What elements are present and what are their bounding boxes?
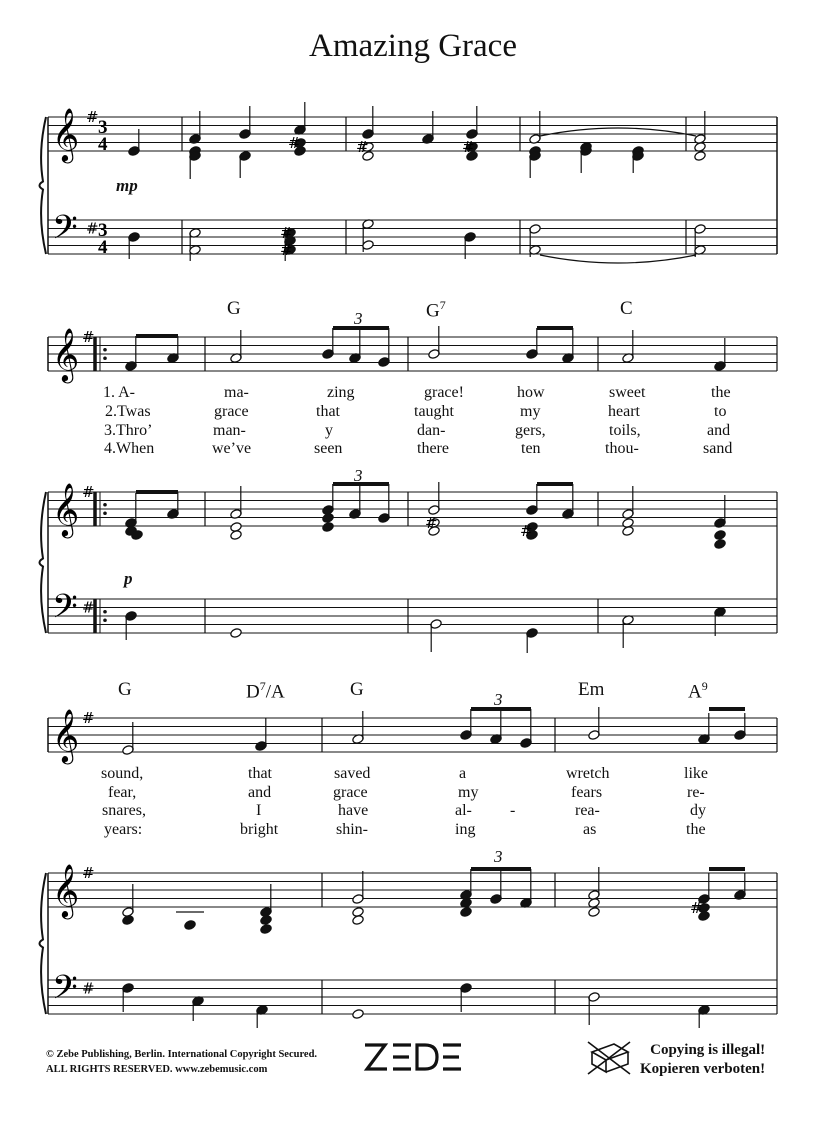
lyric-syllable: have bbox=[338, 802, 369, 819]
zebe-logo-icon bbox=[363, 1040, 463, 1074]
lyric-syllable: fears bbox=[571, 784, 603, 801]
copyright-notice bbox=[46, 1047, 317, 1077]
lyric-syllable: how bbox=[517, 384, 545, 401]
notehead bbox=[184, 919, 197, 930]
notehead bbox=[622, 525, 635, 536]
sharp-icon: # bbox=[425, 514, 438, 532]
lyric-syllable: snares, bbox=[102, 802, 146, 819]
copyright-line: ALL RIGHTS RESERVED. www.zebemusic.com bbox=[46, 1064, 268, 1075]
lyric-syllable: the bbox=[711, 384, 731, 401]
lyric-syllable: the bbox=[686, 821, 706, 838]
lyric-syllable: ing bbox=[455, 821, 476, 838]
lyric-syllable: rea- bbox=[575, 802, 600, 819]
notehead bbox=[588, 906, 601, 917]
repeat-dot bbox=[103, 610, 107, 614]
sharp-icon: # bbox=[82, 483, 95, 501]
bass-clef-icon: 𝄢 bbox=[52, 209, 78, 255]
brace bbox=[40, 492, 47, 633]
lyric-syllable: my bbox=[458, 784, 479, 801]
notehead bbox=[352, 1008, 365, 1019]
sharp-icon: # bbox=[82, 709, 95, 727]
lyric-syllable: we’ve bbox=[212, 440, 252, 457]
sharp-icon: # bbox=[82, 979, 95, 998]
lyric-syllable: man- bbox=[213, 422, 246, 439]
lyric-syllable: a bbox=[459, 765, 467, 782]
sharp-icon: # bbox=[356, 138, 369, 156]
publisher-logo bbox=[363, 1040, 463, 1082]
notehead bbox=[694, 150, 707, 161]
brace bbox=[40, 117, 47, 254]
sharp-icon: # bbox=[520, 522, 533, 540]
triplet-mark: 3 bbox=[354, 466, 363, 485]
sharp-icon: # bbox=[86, 108, 99, 126]
sharp-icon: # bbox=[280, 241, 293, 259]
lyric-syllable: 2.Twas bbox=[105, 403, 151, 420]
lyric-syllable: grace bbox=[333, 784, 368, 801]
lyric-syllable: to bbox=[714, 403, 727, 420]
lyric-syllable: as bbox=[583, 821, 597, 838]
lyric-syllable: sweet bbox=[609, 384, 646, 401]
lyric-syllable: and bbox=[248, 784, 272, 801]
repeat-dot bbox=[103, 503, 107, 507]
lyric-syllable: taught bbox=[414, 403, 454, 420]
notehead bbox=[322, 521, 335, 532]
lyric-syllable: 3.Thro’ bbox=[104, 422, 153, 439]
tie bbox=[540, 128, 696, 136]
lyric-syllable: sound, bbox=[101, 765, 144, 782]
lyric-syllable: y bbox=[325, 422, 333, 439]
lyric-syllable: that bbox=[248, 765, 272, 782]
lyric-syllable: dy bbox=[690, 802, 706, 819]
lyric-syllable: - bbox=[510, 802, 516, 819]
treble-clef-icon: 𝄞 bbox=[52, 482, 80, 536]
chord-symbol: G bbox=[227, 298, 241, 319]
copyright-line: © Zebe Publishing, Berlin. International Copyright Secured. bbox=[46, 1049, 318, 1060]
notehead bbox=[322, 512, 335, 523]
treble-clef-icon: 𝄞 bbox=[52, 708, 80, 762]
copy-warning bbox=[640, 1041, 765, 1079]
lyric-syllable: shin- bbox=[336, 821, 368, 838]
no-copy-icon bbox=[584, 1038, 634, 1078]
time-signature: 4 bbox=[98, 237, 108, 258]
lyric-syllable: dan- bbox=[417, 422, 446, 439]
repeat-dot bbox=[103, 356, 107, 360]
chord-symbol: $D^7/A$ bbox=[246, 679, 285, 703]
treble-clef-icon: 𝄞 bbox=[52, 327, 80, 381]
time-signature: 3 bbox=[98, 117, 108, 138]
notehead bbox=[352, 914, 365, 925]
lyric-syllable: ma- bbox=[224, 384, 249, 401]
lyric-syllable: sand bbox=[703, 440, 733, 457]
brace bbox=[40, 873, 47, 1014]
triplet-mark: 3 bbox=[494, 847, 503, 866]
lyric-syllable: like bbox=[684, 765, 708, 782]
repeat-dot bbox=[103, 618, 107, 622]
repeat-dot bbox=[103, 348, 107, 352]
dynamic-mp: mp bbox=[116, 176, 138, 195]
lyric-syllable: fear, bbox=[108, 784, 137, 801]
chord-symbol: G bbox=[350, 679, 364, 700]
notehead bbox=[230, 529, 243, 540]
lyric-syllable: years: bbox=[104, 821, 143, 838]
chord-symbol: Em bbox=[578, 679, 605, 700]
lyric-syllable: bright bbox=[240, 821, 279, 838]
treble-clef-icon: 𝄞 bbox=[52, 107, 80, 161]
lyric-syllable: saved bbox=[334, 765, 371, 782]
treble-clef-icon: 𝄞 bbox=[52, 863, 80, 917]
lyric-syllable: that bbox=[316, 403, 340, 420]
notehead bbox=[260, 923, 273, 934]
lyric-syllable: 4.When bbox=[104, 440, 155, 457]
chord-symbol: C bbox=[620, 298, 633, 319]
tie bbox=[540, 255, 696, 263]
triplet-mark: 3 bbox=[494, 690, 503, 709]
lyric-syllable: grace bbox=[214, 403, 249, 420]
chord-symbol: $A^9$ bbox=[688, 679, 708, 703]
lyric-syllable: heart bbox=[608, 403, 640, 420]
repeat-dot bbox=[103, 511, 107, 515]
lyric-syllable: grace! bbox=[424, 384, 464, 401]
page-title: Amazing Grace bbox=[309, 28, 517, 64]
triplet-mark: 3 bbox=[354, 309, 363, 328]
sharp-icon: # bbox=[690, 899, 703, 917]
lyric-syllable: there bbox=[417, 440, 449, 457]
lyric-syllable: al- bbox=[455, 802, 472, 819]
notehead bbox=[714, 538, 727, 549]
sharp-icon: # bbox=[280, 224, 293, 242]
chord-symbol: $G^7$ bbox=[426, 298, 446, 322]
lyric-syllable: zing bbox=[327, 384, 355, 401]
warning-line: Copying is illegal! bbox=[650, 1042, 766, 1058]
time-signature: 4 bbox=[98, 134, 108, 155]
lyric-syllable: I bbox=[256, 802, 262, 819]
notehead bbox=[122, 914, 135, 925]
dynamic-p: p bbox=[124, 569, 133, 588]
time-signature: 3 bbox=[98, 220, 108, 241]
lyric-syllable: re- bbox=[687, 784, 705, 801]
sharp-icon: # bbox=[462, 138, 475, 156]
lyric-syllable: 1. A- bbox=[103, 384, 135, 401]
lyric-syllable: my bbox=[520, 403, 541, 420]
lyric-syllable: and bbox=[707, 422, 731, 439]
sharp-icon: # bbox=[82, 864, 95, 882]
notehead bbox=[714, 529, 727, 540]
lyric-syllable: toils, bbox=[609, 422, 641, 439]
chord-symbol: G bbox=[118, 679, 132, 700]
notehead bbox=[260, 914, 273, 925]
lyric-syllable: thou- bbox=[605, 440, 639, 457]
notehead bbox=[460, 906, 473, 917]
warning-line: Kopieren verboten! bbox=[640, 1061, 766, 1077]
lyric-syllable: wretch bbox=[566, 765, 610, 782]
lyric-syllable: seen bbox=[314, 440, 343, 457]
bass-clef-icon: 𝄢 bbox=[52, 969, 78, 1015]
lyric-syllable: ten bbox=[521, 440, 541, 457]
lyric-syllable: gers, bbox=[515, 422, 546, 439]
sharp-icon: # bbox=[86, 219, 99, 238]
sharp-icon: # bbox=[82, 328, 95, 346]
sharp-icon: # bbox=[82, 598, 95, 617]
sharp-icon: # bbox=[288, 134, 301, 152]
notehead bbox=[230, 627, 243, 638]
bass-clef-icon: 𝄢 bbox=[52, 588, 78, 634]
